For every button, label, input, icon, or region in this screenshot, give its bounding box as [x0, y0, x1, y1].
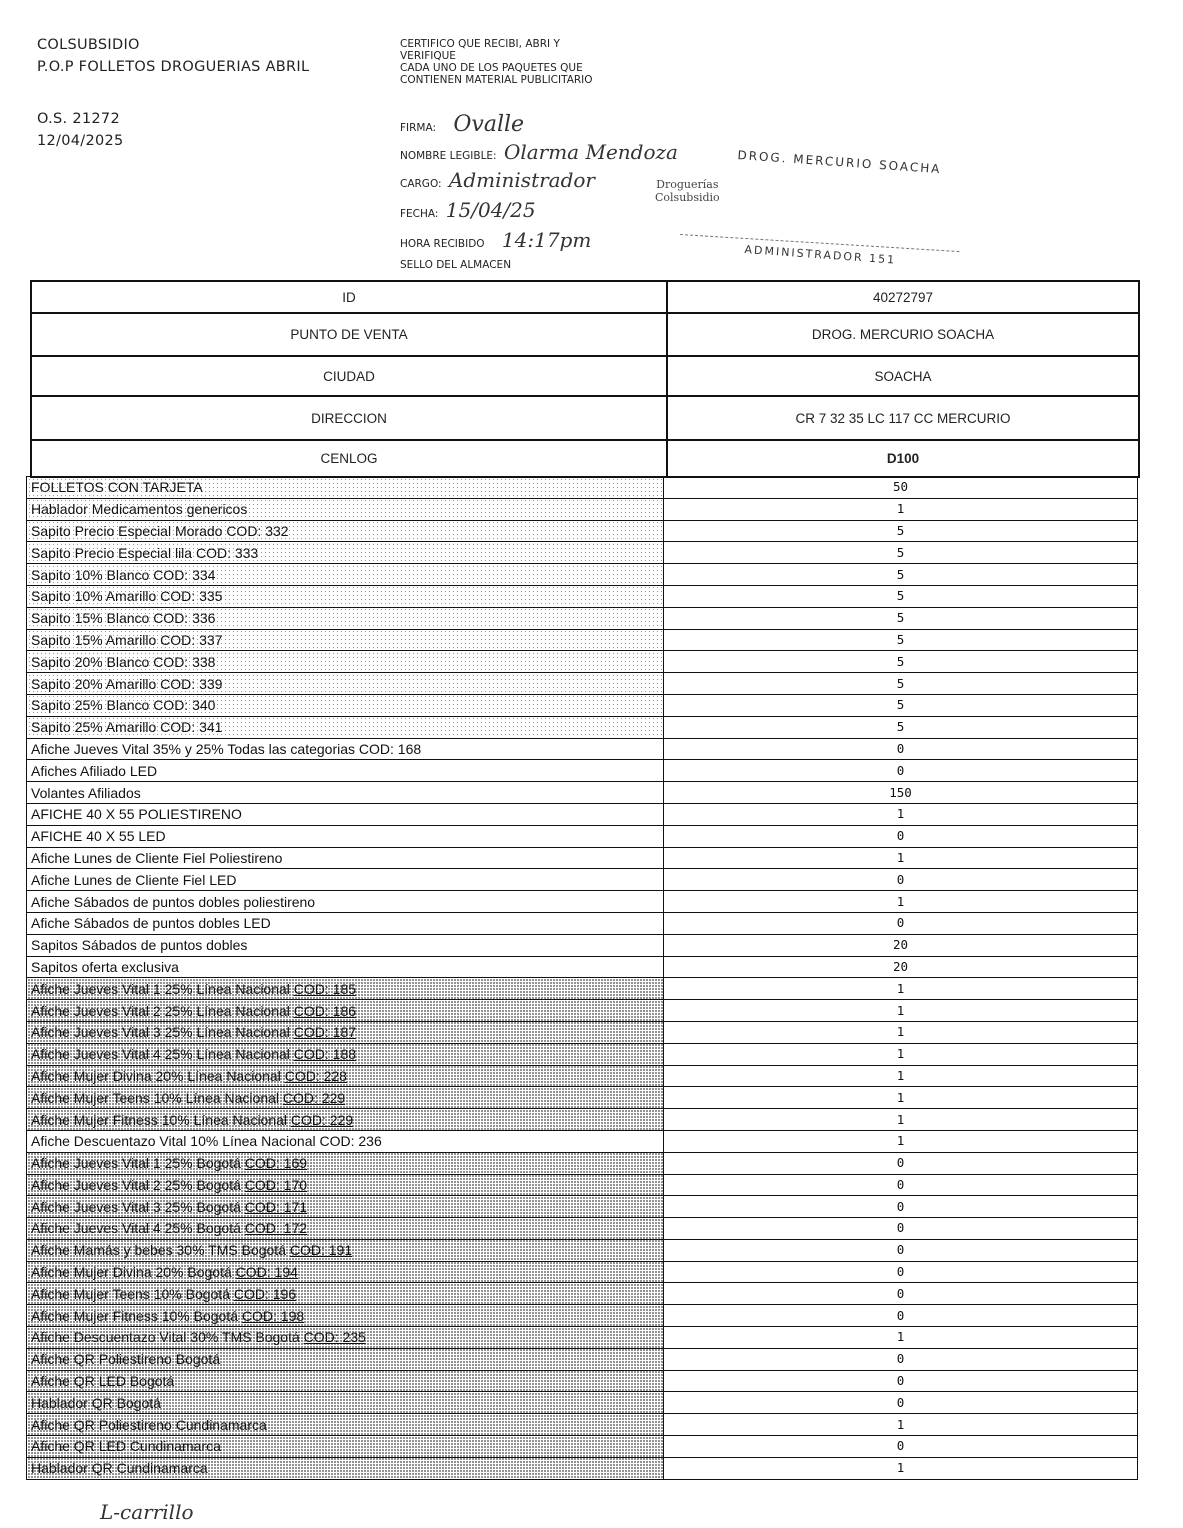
item-quantity: 20	[664, 956, 1138, 978]
fecha-label: FECHA:	[400, 208, 439, 220]
item-row	[27, 651, 1138, 673]
item-description	[27, 1043, 664, 1065]
item-row	[27, 542, 1138, 564]
item-description	[27, 803, 664, 825]
item-description-text: Volantes Afiliados	[31, 784, 141, 801]
item-description-text: FOLLETOS CON TARJETA	[31, 479, 203, 496]
item-quantity: 0	[664, 1436, 1138, 1458]
nombre-field	[400, 140, 678, 164]
item-quantity: 1	[664, 498, 1138, 520]
info-row	[31, 281, 1139, 313]
item-code: COD: 229	[282, 1089, 346, 1106]
item-quantity: 150	[664, 782, 1138, 804]
item-code: COD: 170	[244, 1176, 308, 1193]
item-row	[27, 564, 1138, 586]
company-name: COLSUBSIDIO	[37, 37, 140, 53]
info-value: SOACHA	[667, 356, 1139, 396]
item-row	[27, 1261, 1138, 1283]
item-description-text: Sapito 10% Amarillo COD: 335	[31, 588, 223, 605]
item-quantity: 5	[664, 564, 1138, 586]
item-description-text: Sapito 20% Amarillo COD: 339	[31, 675, 223, 692]
order-number: O.S. 21272	[37, 111, 120, 127]
item-description	[27, 1327, 664, 1349]
item-description-text: Afiche Jueves Vital 1 25% Bogotá	[31, 1155, 241, 1172]
item-description	[27, 1174, 664, 1196]
handwritten-note: L-carrillo	[100, 1500, 194, 1524]
items-table	[26, 476, 1138, 1480]
item-description	[27, 956, 664, 978]
item-description-text: Afiche Jueves Vital 1 25% Línea Nacional	[31, 980, 290, 997]
item-quantity: 1	[664, 847, 1138, 869]
item-row	[27, 738, 1138, 760]
info-label: DIRECCION	[31, 396, 667, 440]
item-quantity: 0	[664, 1261, 1138, 1283]
item-code: COD: 229	[290, 1111, 354, 1128]
document-header	[37, 34, 309, 152]
hora-value: 14:17pm	[501, 228, 592, 252]
item-description-text: Hablador Medicamentos genericos	[31, 501, 248, 518]
certification-text	[400, 38, 593, 86]
item-row	[27, 1239, 1138, 1261]
item-row	[27, 1000, 1138, 1022]
item-quantity: 5	[664, 585, 1138, 607]
item-description	[27, 542, 664, 564]
store-info-table	[30, 280, 1140, 478]
item-row	[27, 934, 1138, 956]
item-row	[27, 1130, 1138, 1152]
campaign-title: P.O.P FOLLETOS DROGUERIAS ABRIL	[37, 59, 310, 75]
item-description	[27, 1087, 664, 1109]
item-quantity: 0	[664, 912, 1138, 934]
item-description-text: Afiche Descuentazo Vital 10% Línea Nacional COD: 236	[31, 1133, 382, 1150]
item-description-text: Hablador QR Cundinamarca	[31, 1460, 208, 1477]
item-description	[27, 978, 664, 1000]
item-quantity: 0	[664, 1392, 1138, 1414]
item-code: COD: 186	[293, 1002, 357, 1019]
nombre-value: Olarma Mendoza	[503, 140, 678, 164]
firma-field	[400, 112, 524, 137]
item-description	[27, 760, 664, 782]
item-quantity: 0	[664, 1196, 1138, 1218]
info-row	[31, 356, 1139, 396]
item-description-text: Afiche Mujer Divina 20% Bogotá	[31, 1264, 232, 1281]
item-description-text: Afiche Jueves Vital 2 25% Bogotá	[31, 1176, 241, 1193]
item-description	[27, 1000, 664, 1022]
item-description-text: Afiche Jueves Vital 4 25% Bogotá	[31, 1220, 241, 1237]
item-quantity: 1	[664, 1000, 1138, 1022]
document-date: 12/04/2025	[37, 133, 124, 149]
item-quantity: 1	[664, 1457, 1138, 1479]
item-description-text: AFICHE 40 X 55 POLIESTIRENO	[31, 806, 242, 823]
cert-line: VERIFIQUE	[400, 50, 456, 62]
hora-field	[400, 228, 591, 252]
item-row	[27, 912, 1138, 934]
item-code: COD: 172	[244, 1220, 308, 1237]
item-description	[27, 912, 664, 934]
item-row	[27, 782, 1138, 804]
item-description-text: Afiche Mujer Fitness 10% Bogotá	[31, 1307, 238, 1324]
item-description	[27, 651, 664, 673]
item-row	[27, 1021, 1138, 1043]
item-description-text: Afiche Jueves Vital 4 25% Línea Nacional	[31, 1046, 290, 1063]
cargo-value: Administrador	[448, 168, 595, 192]
item-code: COD: 185	[293, 980, 357, 997]
item-row	[27, 673, 1138, 695]
item-description	[27, 1305, 664, 1327]
info-value: DROG. MERCURIO SOACHA	[667, 313, 1139, 356]
stamp-logo-line: Droguerías	[656, 178, 719, 191]
item-code: COD: 228	[284, 1067, 347, 1084]
item-quantity: 0	[664, 1218, 1138, 1240]
item-code: COD: 194	[235, 1264, 298, 1281]
stamp-store-name: DROG. MERCURIO SOACHA	[737, 148, 942, 177]
item-row	[27, 1152, 1138, 1174]
item-description-text: Afiche Jueves Vital 2 25% Línea Nacional	[31, 1002, 290, 1019]
item-description	[27, 694, 664, 716]
info-value: CR 7 32 35 LC 117 CC MERCURIO	[667, 396, 1139, 440]
item-description-text: Afiche Mamás y bebes 30% TMS Bogotá	[31, 1242, 286, 1259]
info-label: PUNTO DE VENTA	[31, 313, 667, 356]
item-quantity: 1	[664, 1109, 1138, 1131]
item-description-text: Afiche QR LED Cundinamarca	[31, 1438, 221, 1455]
info-label: CENLOG	[31, 440, 667, 477]
item-description	[27, 825, 664, 847]
info-value: 40272797	[667, 281, 1139, 313]
item-description	[27, 1261, 664, 1283]
item-quantity: 1	[664, 803, 1138, 825]
item-code: COD: 188	[293, 1046, 357, 1063]
item-description	[27, 629, 664, 651]
item-quantity: 1	[664, 1327, 1138, 1349]
item-row	[27, 956, 1138, 978]
item-description	[27, 585, 664, 607]
item-quantity: 0	[664, 1348, 1138, 1370]
item-description-text: Afiche Mujer Fitness 10% Línea Nacional	[31, 1111, 288, 1128]
item-description-text: Afiche Sábados de puntos dobles LED	[31, 915, 271, 932]
item-description-text: Afiche Jueves Vital 3 25% Bogotá	[31, 1198, 241, 1215]
item-quantity: 1	[664, 1130, 1138, 1152]
item-description	[27, 477, 664, 499]
item-description	[27, 1348, 664, 1370]
hora-label: HORA RECIBIDO	[400, 238, 485, 250]
item-description-text: Afiche Mujer Divina 20% Línea Nacional	[31, 1067, 281, 1084]
item-description	[27, 1065, 664, 1087]
item-quantity: 0	[664, 1370, 1138, 1392]
item-description	[27, 1152, 664, 1174]
cert-line: CONTIENEN MATERIAL PUBLICITARIO	[400, 74, 593, 86]
cert-line: CERTIFICO QUE RECIBI, ABRI Y	[400, 38, 560, 50]
item-description-text: Afiche QR LED Bogotá	[31, 1373, 175, 1390]
item-description	[27, 1109, 664, 1131]
item-description	[27, 498, 664, 520]
cert-line: CADA UNO DE LOS PAQUETES QUE	[400, 62, 583, 74]
item-description	[27, 738, 664, 760]
item-description-text: Afiche Lunes de Cliente Fiel Poliestireno	[31, 849, 283, 866]
item-quantity: 1	[664, 1087, 1138, 1109]
item-row	[27, 1218, 1138, 1240]
item-quantity: 5	[664, 520, 1138, 542]
item-description-text: Sapito 15% Blanco COD: 336	[31, 610, 216, 627]
item-quantity: 1	[664, 1043, 1138, 1065]
item-row	[27, 869, 1138, 891]
item-quantity: 0	[664, 1174, 1138, 1196]
item-row	[27, 498, 1138, 520]
item-row	[27, 1348, 1138, 1370]
item-description	[27, 934, 664, 956]
item-row	[27, 1392, 1138, 1414]
item-quantity: 50	[664, 477, 1138, 499]
item-description-text: Sapito Precio Especial lila COD: 333	[31, 544, 259, 561]
item-row	[27, 607, 1138, 629]
item-description	[27, 1457, 664, 1479]
cargo-field	[400, 168, 595, 192]
item-code: COD: 169	[244, 1155, 308, 1172]
item-quantity: 5	[664, 694, 1138, 716]
item-description	[27, 1021, 664, 1043]
item-quantity: 1	[664, 1021, 1138, 1043]
item-description-text: Sapitos Sábados de puntos dobles	[31, 937, 248, 954]
item-row	[27, 1457, 1138, 1479]
item-row	[27, 847, 1138, 869]
item-description	[27, 1283, 664, 1305]
item-row	[27, 477, 1138, 499]
item-quantity: 0	[664, 1283, 1138, 1305]
item-description-text: Sapito 20% Blanco COD: 338	[31, 653, 216, 670]
item-quantity: 0	[664, 1239, 1138, 1261]
item-quantity: 0	[664, 1152, 1138, 1174]
item-row	[27, 1436, 1138, 1458]
info-row	[31, 440, 1139, 477]
item-row	[27, 1109, 1138, 1131]
item-row	[27, 1043, 1138, 1065]
item-description-text: Afiche QR Poliestireno Cundinamarca	[31, 1416, 267, 1433]
item-row	[27, 585, 1138, 607]
item-row	[27, 1196, 1138, 1218]
item-description-text: Afiche Sábados de puntos dobles poliestireno	[31, 893, 316, 910]
item-quantity: 5	[664, 542, 1138, 564]
item-row	[27, 825, 1138, 847]
item-quantity: 5	[664, 651, 1138, 673]
item-code: COD: 198	[241, 1307, 305, 1324]
item-description	[27, 607, 664, 629]
item-description-text: Afiche Mujer Teens 10% Bogotá	[31, 1285, 230, 1302]
item-quantity: 5	[664, 673, 1138, 695]
info-value: D100	[667, 440, 1139, 477]
info-label: CIUDAD	[31, 356, 667, 396]
item-quantity: 5	[664, 716, 1138, 738]
item-row	[27, 978, 1138, 1000]
firma-label: FIRMA:	[400, 122, 437, 134]
item-description-text: Sapito 25% Amarillo COD: 341	[31, 719, 223, 736]
item-row	[27, 1065, 1138, 1087]
item-quantity: 20	[664, 934, 1138, 956]
item-row	[27, 760, 1138, 782]
item-row	[27, 1283, 1138, 1305]
item-quantity: 0	[664, 760, 1138, 782]
item-description	[27, 869, 664, 891]
item-code: COD: 191	[289, 1242, 353, 1259]
item-row	[27, 1087, 1138, 1109]
item-description-text: Sapito Precio Especial Morado COD: 332	[31, 522, 289, 539]
item-description-text: Hablador QR Bogotá	[31, 1394, 161, 1411]
item-description-text: Sapito 25% Blanco COD: 340	[31, 697, 216, 714]
item-row	[27, 694, 1138, 716]
item-quantity: 0	[664, 869, 1138, 891]
signature: Ovalle	[453, 112, 525, 137]
item-description	[27, 1218, 664, 1240]
item-description	[27, 1239, 664, 1261]
item-row	[27, 891, 1138, 913]
item-row	[27, 1305, 1138, 1327]
item-quantity: 1	[664, 978, 1138, 1000]
item-quantity: 5	[664, 629, 1138, 651]
item-quantity: 0	[664, 825, 1138, 847]
item-description	[27, 782, 664, 804]
item-row	[27, 629, 1138, 651]
info-row	[31, 313, 1139, 356]
item-description	[27, 520, 664, 542]
item-description	[27, 1130, 664, 1152]
info-row	[31, 396, 1139, 440]
stamp-admin: ADMINISTRADOR 151	[744, 243, 897, 267]
item-description-text: Afiche Jueves Vital 35% y 25% Todas las categorias COD: 168	[31, 740, 422, 757]
item-description	[27, 1392, 664, 1414]
item-quantity: 5	[664, 607, 1138, 629]
item-description	[27, 564, 664, 586]
item-description-text: Afiche Lunes de Cliente Fiel LED	[31, 871, 237, 888]
item-row	[27, 1327, 1138, 1349]
item-description-text: Afiche Jueves Vital 3 25% Línea Nacional	[31, 1024, 290, 1041]
item-description-text: Afiche Descuentazo Vital 30% TMS Bogotá	[31, 1329, 300, 1346]
item-description	[27, 1370, 664, 1392]
item-row	[27, 716, 1138, 738]
item-quantity: 0	[664, 738, 1138, 760]
item-description-text: Afiche QR Poliestireno Bogotá	[31, 1351, 221, 1368]
item-code: COD: 187	[293, 1024, 357, 1041]
item-quantity: 1	[664, 1065, 1138, 1087]
cargo-label: CARGO:	[400, 178, 442, 190]
item-code: COD: 235	[303, 1329, 366, 1346]
item-description-text: Sapito 10% Blanco COD: 334	[31, 566, 216, 583]
stamp-logo-line: Colsubsidio	[655, 191, 720, 204]
item-description	[27, 716, 664, 738]
info-label: ID	[31, 281, 667, 313]
item-description	[27, 1414, 664, 1436]
item-description-text: Afiche Mujer Teens 10% Línea Nacional	[31, 1089, 280, 1106]
nombre-label: NOMBRE LEGIBLE:	[400, 150, 497, 162]
item-description	[27, 891, 664, 913]
item-row	[27, 1414, 1138, 1436]
item-code: COD: 171	[244, 1198, 308, 1215]
item-quantity: 1	[664, 891, 1138, 913]
item-description-text: Afiches Afiliado LED	[31, 762, 158, 779]
item-description-text: Sapito 15% Amarillo COD: 337	[31, 631, 223, 648]
item-description	[27, 1436, 664, 1458]
item-quantity: 1	[664, 1414, 1138, 1436]
item-description	[27, 1196, 664, 1218]
stamp-logo	[655, 178, 720, 204]
item-row	[27, 1174, 1138, 1196]
sello-label: SELLO DEL ALMACEN	[400, 259, 512, 271]
item-code: COD: 196	[233, 1285, 297, 1302]
item-row	[27, 1370, 1138, 1392]
item-row	[27, 520, 1138, 542]
fecha-value: 15/04/25	[445, 198, 536, 222]
item-description-text: AFICHE 40 X 55 LED	[31, 828, 166, 845]
item-description-text: Sapitos oferta exclusiva	[31, 958, 179, 975]
item-description	[27, 673, 664, 695]
fecha-field	[400, 198, 536, 222]
item-description	[27, 847, 664, 869]
item-quantity: 0	[664, 1305, 1138, 1327]
item-row	[27, 803, 1138, 825]
